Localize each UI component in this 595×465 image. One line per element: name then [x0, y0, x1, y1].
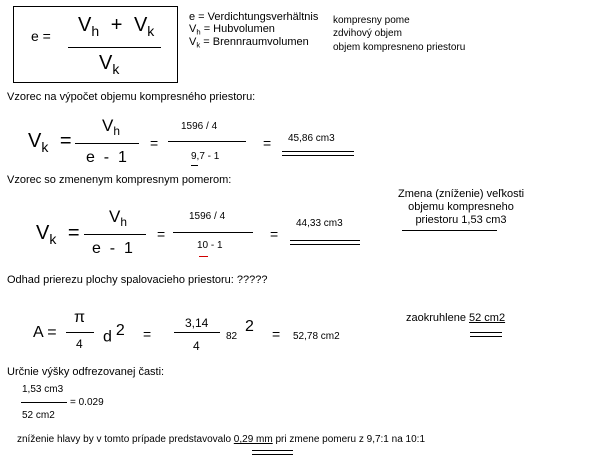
section3-d: d $^2$: [103, 322, 125, 346]
section1-num: $V_h$: [102, 116, 120, 139]
section3-pi: π: [74, 309, 86, 326]
section3-val: 82: [226, 331, 238, 342]
section2-frac-bar: [84, 234, 146, 235]
legend-row-e: e = Verdichtungsverhältnis: [189, 11, 319, 23]
section3-den: 4: [193, 339, 200, 353]
section2-num: $V_h$: [109, 207, 127, 230]
section2-note-underline: [402, 230, 497, 231]
section4-conclusion: zníženie hlavy by v tomto prípade predstavovalo 0,29 mm pri zmene pomeru z 9,7:1 na 10:1: [17, 434, 426, 445]
section1-result-underline-2: [282, 155, 354, 156]
legend-sk-vh: zdvihový objem: [333, 28, 402, 39]
section4-result: = 0.029: [70, 397, 104, 408]
section4-frac-bar: [21, 402, 67, 403]
section1-sub-den: 9,7 - 1: [191, 151, 220, 162]
section1-eq2: =: [150, 135, 159, 151]
section3-pi-bar: [66, 332, 94, 333]
legend-row-vk: $V_k$ = Brennraumvolumen: [189, 36, 309, 50]
formula-lhs: e =: [31, 28, 51, 44]
section4-den: 52 cm2: [22, 410, 55, 421]
section3-frac-bar: [174, 332, 220, 333]
section2-heading: Vzorec so zmenenym kompresnym pomerom:: [7, 174, 232, 186]
section3-rounded: zaokruhlene 52 cm2: [406, 312, 506, 324]
section2-result-underline-2: [290, 244, 360, 245]
section3-num: 3,14: [185, 316, 209, 330]
section2-sub-den-mark: [199, 256, 208, 257]
section3-result: 52,78 cm2: [293, 331, 340, 342]
section1-sub-den-mark: [191, 165, 198, 166]
section4-value-underline-2: [252, 454, 293, 455]
section2-sub-bar: [173, 232, 253, 233]
formula-denominator: $V_k$: [99, 52, 120, 77]
section4-heading: Určnie výšky odfrezovanej časti:: [7, 366, 165, 378]
section3-rounded-underline-1: [470, 332, 502, 333]
section1-sub-bar: [168, 141, 246, 142]
section2-sub-num: 1596 / 4: [189, 211, 226, 222]
section2-result-underline-1: [290, 240, 360, 241]
section1-result: 45,86 cm3: [288, 133, 335, 144]
section3-eq: =: [143, 326, 152, 342]
section2-eq3: =: [270, 226, 279, 242]
legend-row-vh: $V_h$ = Hubvolumen: [189, 23, 275, 37]
section4-value-underline-1: [252, 450, 293, 451]
section2-lhs: $V_k$ =: [36, 222, 80, 247]
section3-heading: Odhad prierezu plochy spalovacieho priestoru: ?????: [7, 274, 268, 286]
section1-frac-bar: [75, 143, 139, 144]
section1-result-underline-1: [282, 151, 354, 152]
section4-num: 1,53 cm3: [22, 384, 64, 395]
section3-lhs: A =: [33, 324, 57, 341]
section2-note: Zmena (zníženie) veľkosti objemu kompresneho priestoru 1,53 cm3: [398, 188, 525, 226]
section2-eq2: =: [157, 226, 166, 242]
formula-numerator: $V_h + V_k$: [78, 14, 155, 39]
section1-lhs: $V_k$ =: [28, 130, 72, 155]
section1-den: e - 1: [86, 149, 127, 166]
section3-val-exp: 2: [245, 318, 254, 335]
formula-fraction-bar: [68, 47, 161, 48]
section1-sub-num: 1596 / 4: [181, 121, 218, 132]
section3-pi-den: 4: [76, 337, 83, 351]
section3-rounded-underline-2: [470, 336, 502, 337]
section2-result: 44,33 cm3: [296, 218, 343, 229]
section1-heading: Vzorec na výpočet objemu kompresného priestoru:: [7, 91, 256, 103]
section2-den: e - 1: [92, 240, 133, 257]
section1-eq3: =: [263, 135, 272, 151]
legend-sk-vk: objem kompresneno priestoru: [333, 42, 466, 53]
section2-sub-den: 10 - 1: [197, 240, 223, 251]
section3-eq2: =: [272, 326, 281, 342]
legend-sk-e: kompresny pome: [333, 15, 410, 26]
